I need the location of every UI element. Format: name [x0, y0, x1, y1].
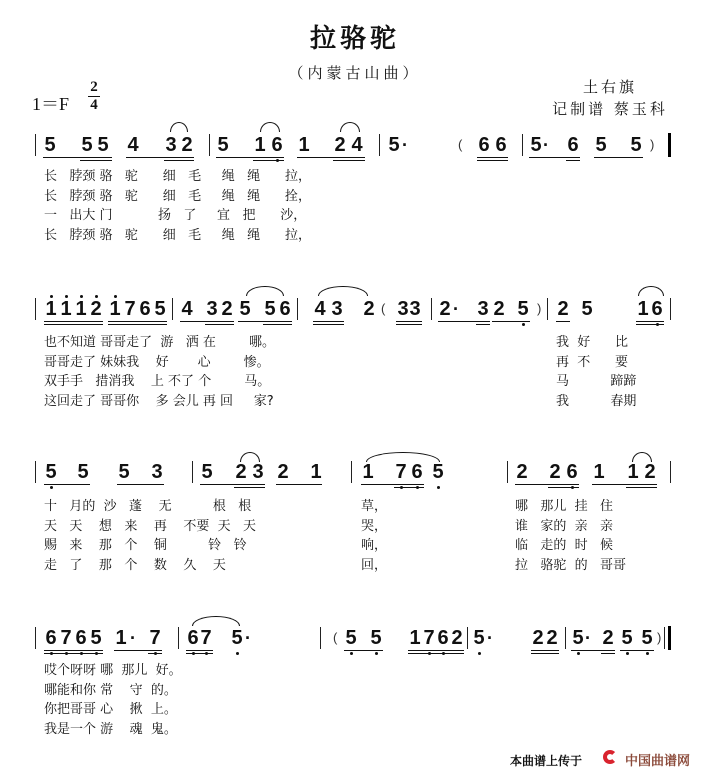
underline [200, 484, 265, 485]
underline [44, 324, 103, 325]
note-low: 5 [370, 627, 382, 649]
lyric-verse-1: 哪 那儿 挂 住 [515, 499, 614, 514]
underline [238, 321, 292, 322]
note-high: 1 [75, 298, 87, 320]
underline [43, 157, 112, 158]
lyric-verse-1: 哎个呀呀 哪 那儿 好。 [44, 663, 182, 678]
note: 2 [439, 298, 451, 320]
lyric-verse-2: 哥哥走了 妹妹我 好 心 惨。 [44, 354, 270, 370]
underline [515, 484, 579, 485]
lyric-verse-3: 双手手 措消我 上 不了 个 马。 [44, 374, 271, 389]
barline [670, 461, 671, 483]
note-low: 5 [572, 627, 584, 649]
underline [117, 484, 164, 485]
note: 1 [254, 134, 266, 156]
underline [636, 324, 664, 325]
note: 4 [127, 134, 139, 156]
note: 1 [298, 134, 310, 156]
note-low: 5 [432, 461, 444, 483]
underline [126, 157, 194, 158]
underline [396, 324, 422, 325]
site-name-link[interactable] [625, 750, 690, 769]
lyrics-row-3-right [515, 497, 626, 575]
underline [531, 653, 559, 654]
barline [297, 298, 298, 320]
lyric-verse-4: 我是一个 游 魂 鬼。 [44, 721, 177, 737]
underline [477, 160, 508, 161]
underline [438, 321, 490, 322]
barline [178, 627, 179, 649]
lyric-verse-1: 十 月的 沙 蓬 无 根 根 [44, 499, 252, 514]
dot-augment: · [585, 628, 591, 648]
note-high: 2 [90, 298, 102, 320]
note: 1 [593, 461, 605, 483]
note: 3 [206, 298, 218, 320]
note: 6 [495, 134, 507, 156]
dot-augment: · [130, 628, 136, 648]
note: 2 [334, 134, 346, 156]
note-low: 5 [231, 627, 243, 649]
dot-augment: · [245, 628, 251, 648]
note-low: 6 [566, 461, 578, 483]
note: 1 [409, 627, 421, 649]
barline [670, 298, 671, 320]
lyric-verse-3: 你把哥哥 心 揪 上。 [44, 702, 177, 717]
note: 2 [181, 134, 193, 156]
lyric-verse-3: 赐 来 那 个 铜 铃 铃 [44, 538, 247, 553]
note: 2 [363, 298, 375, 320]
underline [531, 650, 559, 651]
note: 1 [115, 627, 127, 649]
underline [492, 321, 530, 322]
credit-notator: 记制谱 蔡玉科 [552, 100, 668, 118]
underline [148, 653, 162, 654]
underline [44, 321, 103, 322]
underline [592, 484, 657, 485]
underline [636, 321, 664, 322]
underline [80, 160, 112, 161]
note-high: 1 [109, 298, 121, 320]
time-signature-top: 2 [90, 79, 98, 95]
underline [529, 157, 580, 158]
dot-augment: · [487, 628, 493, 648]
underline [556, 321, 570, 322]
underline [108, 324, 167, 325]
slur [170, 122, 188, 132]
note-low: 7 [60, 627, 72, 649]
slur [632, 452, 652, 462]
barline [320, 627, 321, 649]
lyric-verse-4: 拉 骆驼 的 哥哥 [515, 557, 627, 573]
underline [313, 324, 344, 325]
note: 2 [549, 461, 561, 483]
note: 2 [493, 298, 505, 320]
note: 5 [77, 461, 89, 483]
barline [664, 627, 665, 649]
lyric-verse-1: 也不知道 哥哥走了 游 洒 在 哪。 [44, 335, 275, 350]
underline [408, 650, 464, 651]
note: 2 [602, 627, 614, 649]
note: 7 [124, 298, 136, 320]
slur [246, 286, 284, 296]
note: 2 [516, 461, 528, 483]
underline [253, 160, 284, 161]
underline [396, 321, 422, 322]
slur [366, 452, 440, 462]
note: 3 [397, 298, 409, 320]
note-low: 5 [641, 627, 653, 649]
underline [344, 650, 383, 651]
underline [186, 650, 213, 651]
underline [234, 487, 265, 488]
note: 1 [310, 461, 322, 483]
underline [164, 160, 194, 161]
note: 2 [451, 627, 463, 649]
note: 5 [201, 461, 213, 483]
underline [216, 157, 284, 158]
barline [35, 298, 36, 320]
note: 4 [181, 298, 193, 320]
key-signature: 1＝F [32, 94, 70, 114]
song-title: 拉骆驼 [309, 24, 400, 54]
note: 5 [530, 134, 542, 156]
note: 5 [630, 134, 642, 156]
note: 5 [44, 134, 56, 156]
dot-augment: · [402, 135, 408, 155]
lyric-verse-3: 临 走的 时 候 [515, 538, 614, 553]
barline [35, 627, 36, 649]
note: 5 [217, 134, 229, 156]
underline [594, 157, 643, 158]
note: 5 [97, 134, 109, 156]
note: 2 [546, 627, 558, 649]
note-low: 7 [200, 627, 212, 649]
note: 3 [331, 298, 343, 320]
note-low: 6 [651, 298, 663, 320]
note-low: 6 [187, 627, 199, 649]
barline [565, 627, 566, 649]
dot-augment: · [453, 299, 459, 319]
note: 6 [139, 298, 151, 320]
note-low: 5 [473, 627, 485, 649]
note: 6 [478, 134, 490, 156]
credit-region: 土右旗 [582, 78, 637, 96]
note-low: 5 [517, 298, 529, 320]
site-logo-icon [603, 750, 617, 764]
slur [260, 122, 280, 132]
slur [192, 616, 240, 626]
slur [318, 286, 368, 296]
note: 2 [221, 298, 233, 320]
underline [108, 321, 167, 322]
lyric-verse-4: 这回走了 哥哥你 多 会儿 再 回 家? [44, 393, 274, 409]
underline [566, 160, 580, 161]
lyrics-row-1 [44, 167, 311, 245]
note: 5 [581, 298, 593, 320]
underline [394, 487, 424, 488]
barline [351, 461, 352, 483]
note-low: 6 [437, 627, 449, 649]
underline [180, 321, 234, 322]
lyric-verse-3: 响， [361, 538, 388, 553]
note: 1 [637, 298, 649, 320]
lyric-verse-1: 长 脖颈 骆 驼 细 毛 绳 绳 拉， [44, 169, 311, 184]
underline [361, 484, 424, 485]
note-low: 5 [345, 627, 357, 649]
lyric-verse-2: 谁 家的 亲 亲 [515, 518, 614, 534]
paren-open: ( [333, 630, 338, 645]
underline [477, 157, 508, 158]
note-low: 6 [75, 627, 87, 649]
barline [35, 461, 36, 483]
underline [548, 487, 579, 488]
barline-thick [668, 133, 671, 157]
note-low: 5 [90, 627, 102, 649]
barline [192, 461, 193, 483]
note: 4 [351, 134, 363, 156]
note-low: 7 [149, 627, 161, 649]
underline [626, 487, 657, 488]
note: 3 [165, 134, 177, 156]
lyrics-row-2-right [556, 333, 636, 411]
note-low: 6 [271, 134, 283, 156]
lyric-verse-3: 一 出大 门 扬 了 宜 把 沙， [44, 208, 307, 223]
paren-close: ) [650, 137, 655, 152]
underline [313, 321, 344, 322]
lyric-verse-4: 走 了 那 个 数 久 天 [44, 557, 226, 573]
barline [379, 134, 380, 156]
barline-final [668, 626, 671, 650]
note: 2 [557, 298, 569, 320]
note-low: 7 [395, 461, 407, 483]
site-name: 中国曲谱网 [625, 754, 691, 769]
underline [571, 650, 615, 651]
underline [44, 653, 103, 654]
note: 2 [644, 461, 656, 483]
underline [476, 324, 490, 325]
note: 4 [314, 298, 326, 320]
lyric-verse-1: 草， [361, 499, 388, 514]
paren-open: ( [458, 137, 463, 152]
barline [467, 627, 468, 649]
underline [333, 160, 365, 161]
note: 1 [362, 461, 374, 483]
note: 2 [277, 461, 289, 483]
note: 5 [239, 298, 251, 320]
time-signature [88, 80, 100, 113]
lyric-verse-2: 哪能和你 常 守 的。 [44, 682, 177, 698]
note: 5 [81, 134, 93, 156]
barline [35, 134, 36, 156]
underline [620, 650, 654, 651]
note-high: 1 [45, 298, 57, 320]
note-high: 1 [60, 298, 72, 320]
barline [209, 134, 210, 156]
song-subtitle: （内蒙古山曲） [288, 64, 422, 82]
note: 3 [409, 298, 421, 320]
note: 5 [388, 134, 400, 156]
underline [263, 324, 292, 325]
slur [340, 122, 360, 132]
note-low: 5 [621, 627, 633, 649]
underline [276, 484, 322, 485]
underline [44, 650, 103, 651]
paren-close: ) [657, 630, 662, 645]
note-low: 6 [411, 461, 423, 483]
lyric-verse-1: 我 好 比 [556, 335, 629, 350]
underline [408, 653, 464, 654]
lyrics-row-2-left [44, 333, 275, 411]
lyrics-row-3-left [44, 497, 256, 575]
paren-close: ) [537, 301, 542, 316]
note: 2 [235, 461, 247, 483]
note: 5 [595, 134, 607, 156]
dot-augment: · [543, 135, 549, 155]
note-low: 5 [45, 461, 57, 483]
barline [547, 298, 548, 320]
note: 5 [264, 298, 276, 320]
lyric-verse-2: 哭， [361, 518, 388, 534]
slur [240, 452, 260, 462]
note-low: 6 [45, 627, 57, 649]
barline [172, 298, 173, 320]
slur [638, 286, 664, 296]
note: 6 [567, 134, 579, 156]
note: 3 [151, 461, 163, 483]
barline [522, 134, 523, 156]
lyrics-row-4 [44, 661, 182, 739]
lyric-verse-2: 天 天 想 来 再 不要 天 天 [44, 518, 257, 534]
note: 1 [627, 461, 639, 483]
paren-open: ( [381, 301, 386, 316]
note: 2 [532, 627, 544, 649]
lyric-verse-3: 马 蹄蹄 [556, 374, 637, 389]
lyric-verse-4: 我 春期 [556, 393, 637, 409]
note: 5 [118, 461, 130, 483]
note-low: 7 [423, 627, 435, 649]
barline [431, 298, 432, 320]
lyric-verse-4: 长 脖颈 骆 驼 细 毛 绳 绳 拉， [44, 227, 311, 243]
underline [205, 324, 234, 325]
time-signature-bottom: 4 [90, 97, 98, 113]
barline [507, 461, 508, 483]
underline [297, 157, 365, 158]
underline [601, 653, 615, 654]
lyric-verse-2: 再 不 要 [556, 354, 629, 370]
note: 5 [154, 298, 166, 320]
underline [44, 484, 90, 485]
lyric-verse-4: 回， [361, 557, 388, 573]
note: 3 [252, 461, 264, 483]
underline [186, 653, 213, 654]
underline [114, 650, 162, 651]
note: 6 [279, 298, 291, 320]
upload-caption: 本曲谱上传于 [510, 754, 583, 768]
note: 3 [477, 298, 489, 320]
lyric-verse-2: 长 脖颈 骆 驼 细 毛 绳 绳 拴， [44, 188, 311, 204]
lyrics-row-3-mid [361, 497, 387, 575]
